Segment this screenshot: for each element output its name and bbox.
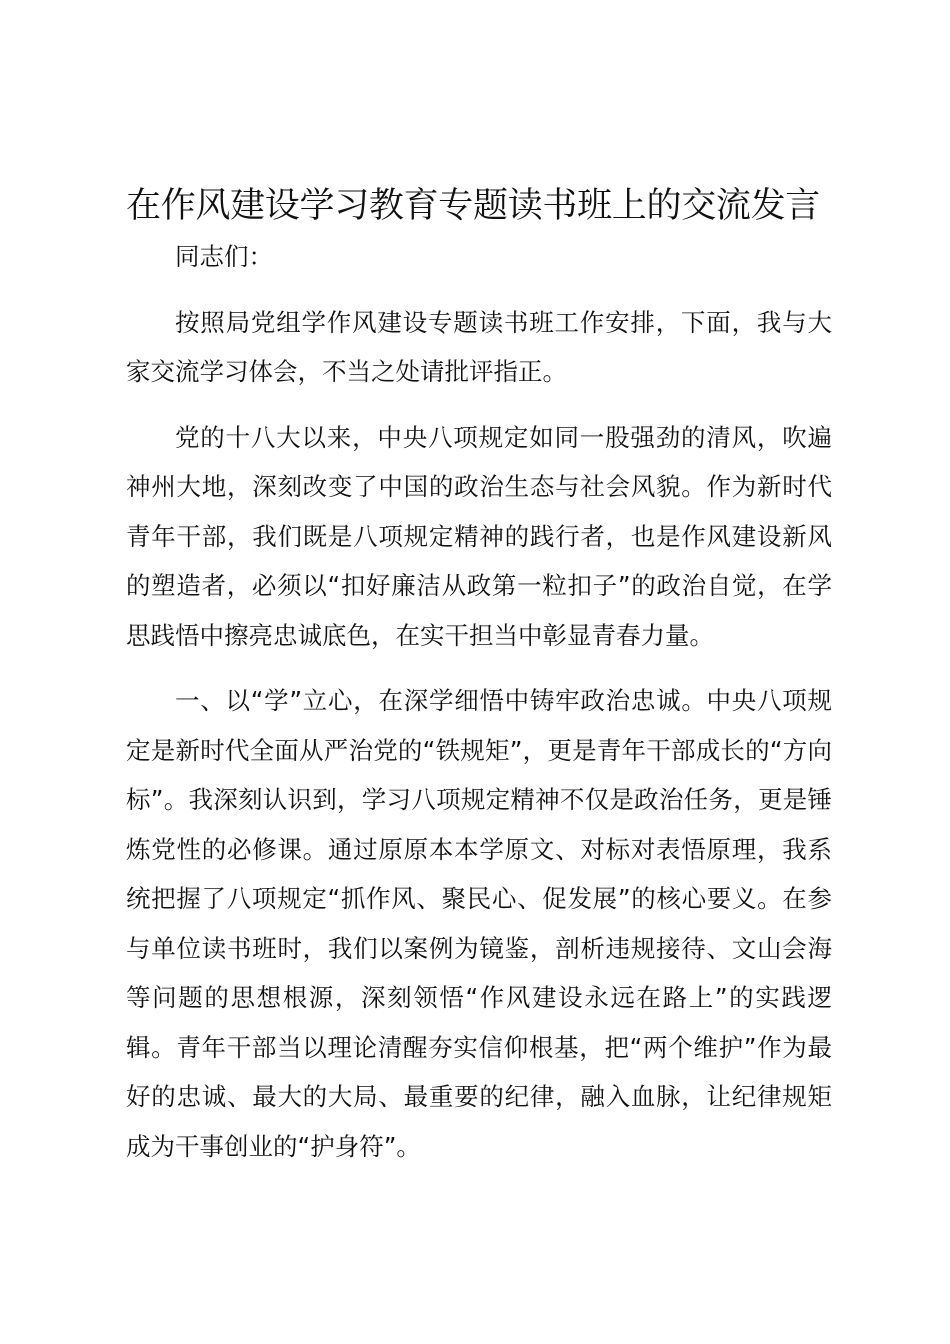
paragraph-section-one: 一、以“学”立心，在深学细悟中铸牢政治忠诚。中央八项规定是新时代全面从严治党的“铁规矩”，更是青年干部成长的“方向标”。我深刻认识到，学习八项规定精神不仅是政治任务，更是锤炼党性的必修课。通过原原本本学原文、对标对表悟原理，我系统把握了八项规定“抓作风、聚民心、促发展”的核心要义。在参与单位读书班时，我们以案例为镜鉴，剖析违规接待、文山会海等问题的思想根源，深刻领悟“作风建设永远在路上”的实践逻辑。青年干部当以理论清醒夯实信仰根基，把“两个维护”作为最好的忠诚、最大的大局、最重要的纪律，融入血脉，让纪律规矩成为干事创业的“护身符”。 xyxy=(126,686,832,1161)
paragraph-intro: 按照局党组学作风建设专题读书班工作安排，下面，我与大家交流学习体会，不当之处请批评指正。 xyxy=(126,307,832,386)
document-title: 在作风建设学习教育专题读书班上的交流发言 xyxy=(126,186,821,226)
paragraph-background: 党的十八大以来，中央八项规定如同一股强劲的清风，吹遍神州大地，深刻改变了中国的政治生态与社会风貌。作为新时代青年干部，我们既是八项规定精神的践行者，也是作风建设新风的塑造者，必须以“扣好廉洁从政第一粒扣子”的政治自觉，在学思践悟中擦亮忠诚底色，在实干担当中彰显青春力量。 xyxy=(126,422,832,650)
salutation: 同志们： xyxy=(175,242,273,271)
document-page xyxy=(126,182,832,1171)
